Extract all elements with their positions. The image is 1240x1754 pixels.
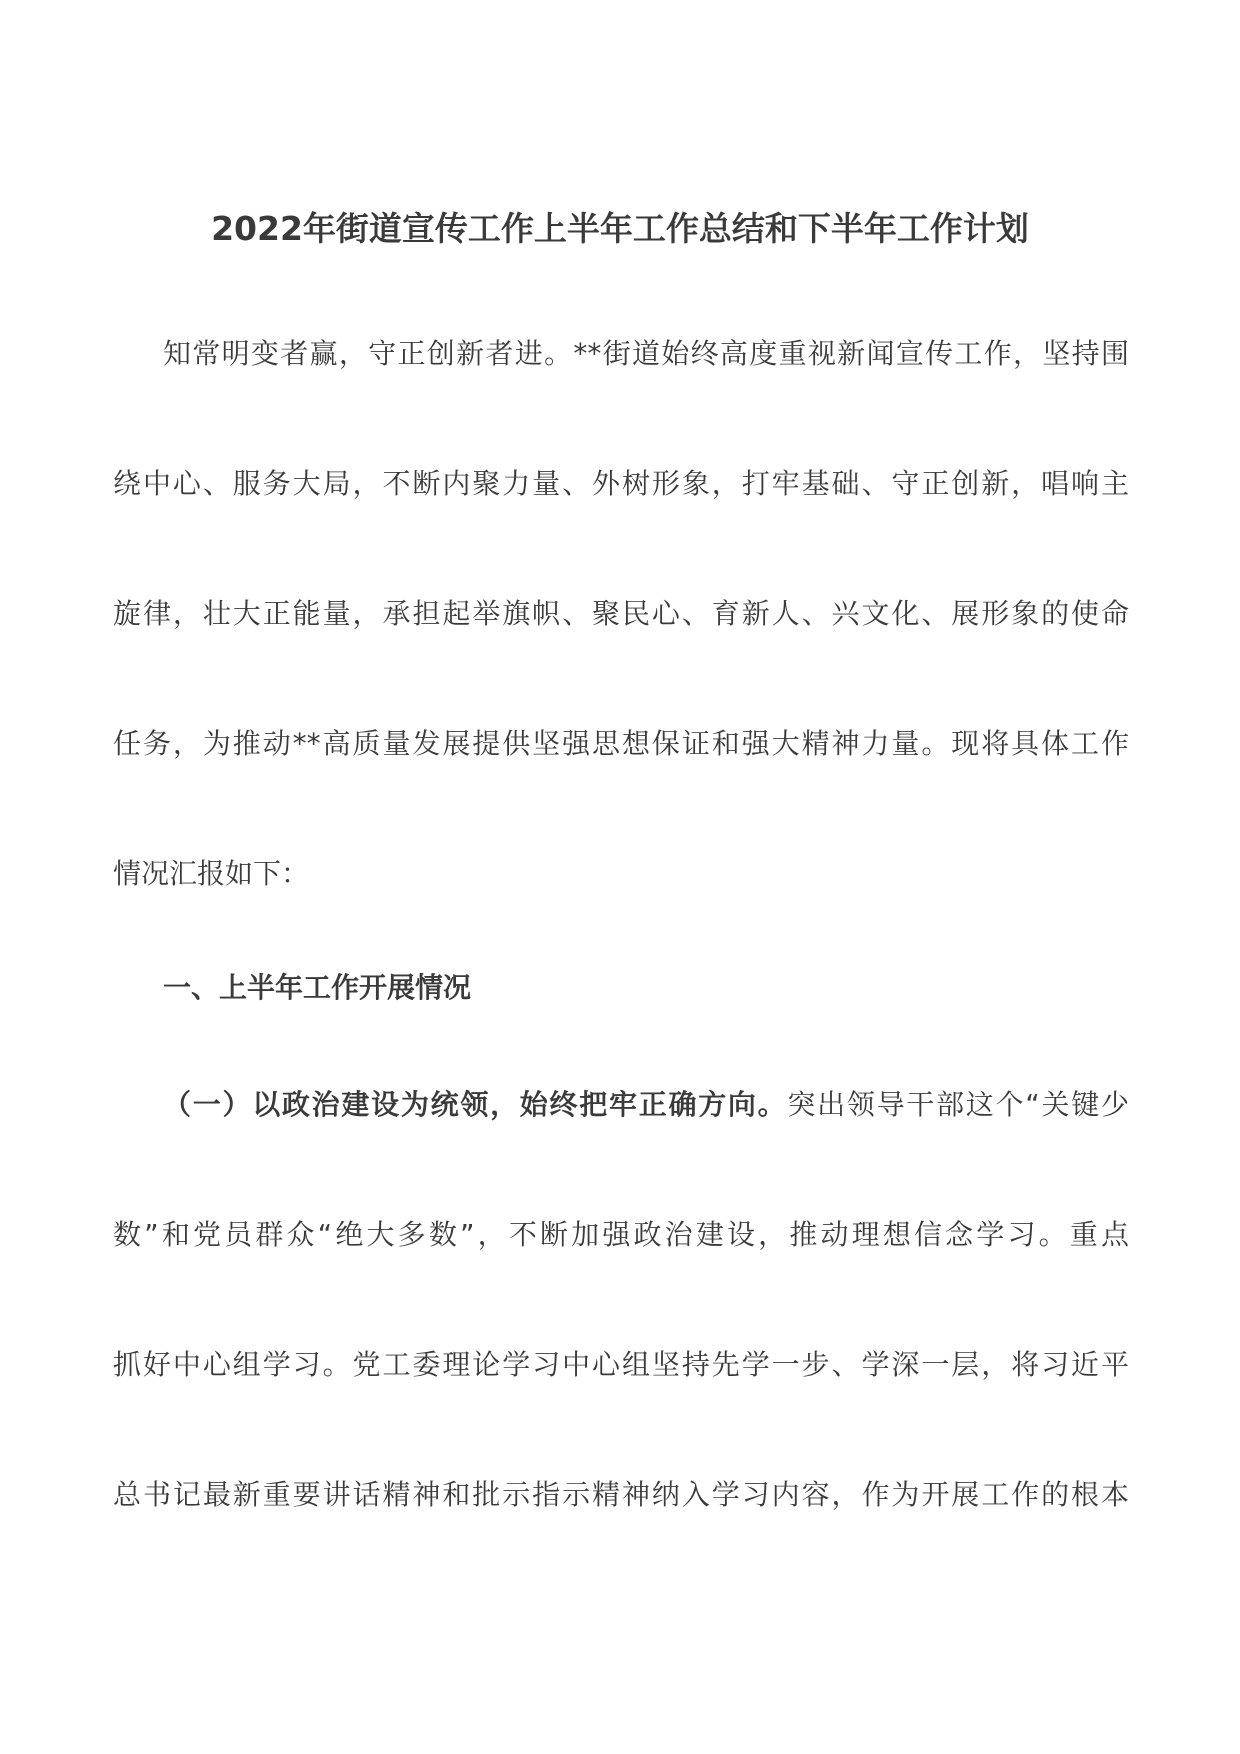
subsection-line-4: 总书记最新重要讲话精神和批示指示精神纳入学习内容，作为开展工作的根本 xyxy=(113,1478,1129,1511)
intro-line-1: 知常明变者赢，守正创新者进。**街道始终高度重视新闻宣传工作，坚持围 xyxy=(163,337,1129,370)
subsection-line-3: 抓好中心组学习。党工委理论学习中心组坚持先学一步、学深一层，将习近平 xyxy=(113,1348,1129,1381)
subsection-first-line xyxy=(113,1085,1129,1125)
intro-line-3: 旋律，壮大正能量，承担起举旗帜、聚民心、育新人、兴文化、展形象的使命 xyxy=(113,597,1129,630)
subsection-heading: （一）以政治建设为统领，始终把牢正确方向。 xyxy=(163,1088,788,1121)
intro-line-2: 绕中心、服务大局，不断内聚力量、外树形象，打牢基础、守正创新，唱响主 xyxy=(113,467,1129,500)
subsection-line-2: 数”和党员群众“绝大多数”，不断加强政治建设，推动理想信念学习。重点 xyxy=(113,1218,1129,1251)
intro-line-4: 任务，为推动**高质量发展提供坚强思想保证和强大精神力量。现将具体工作 xyxy=(113,727,1129,760)
section-heading: 一、上半年工作开展情况 xyxy=(163,971,472,1004)
document-title: 2022年街道宣传工作上半年工作总结和下半年工作计划 xyxy=(211,209,1029,248)
intro-line-5: 情况汇报如下： xyxy=(113,857,310,890)
subsection-first-line-text: 突出领导干部这个“关键少 xyxy=(787,1088,1129,1121)
